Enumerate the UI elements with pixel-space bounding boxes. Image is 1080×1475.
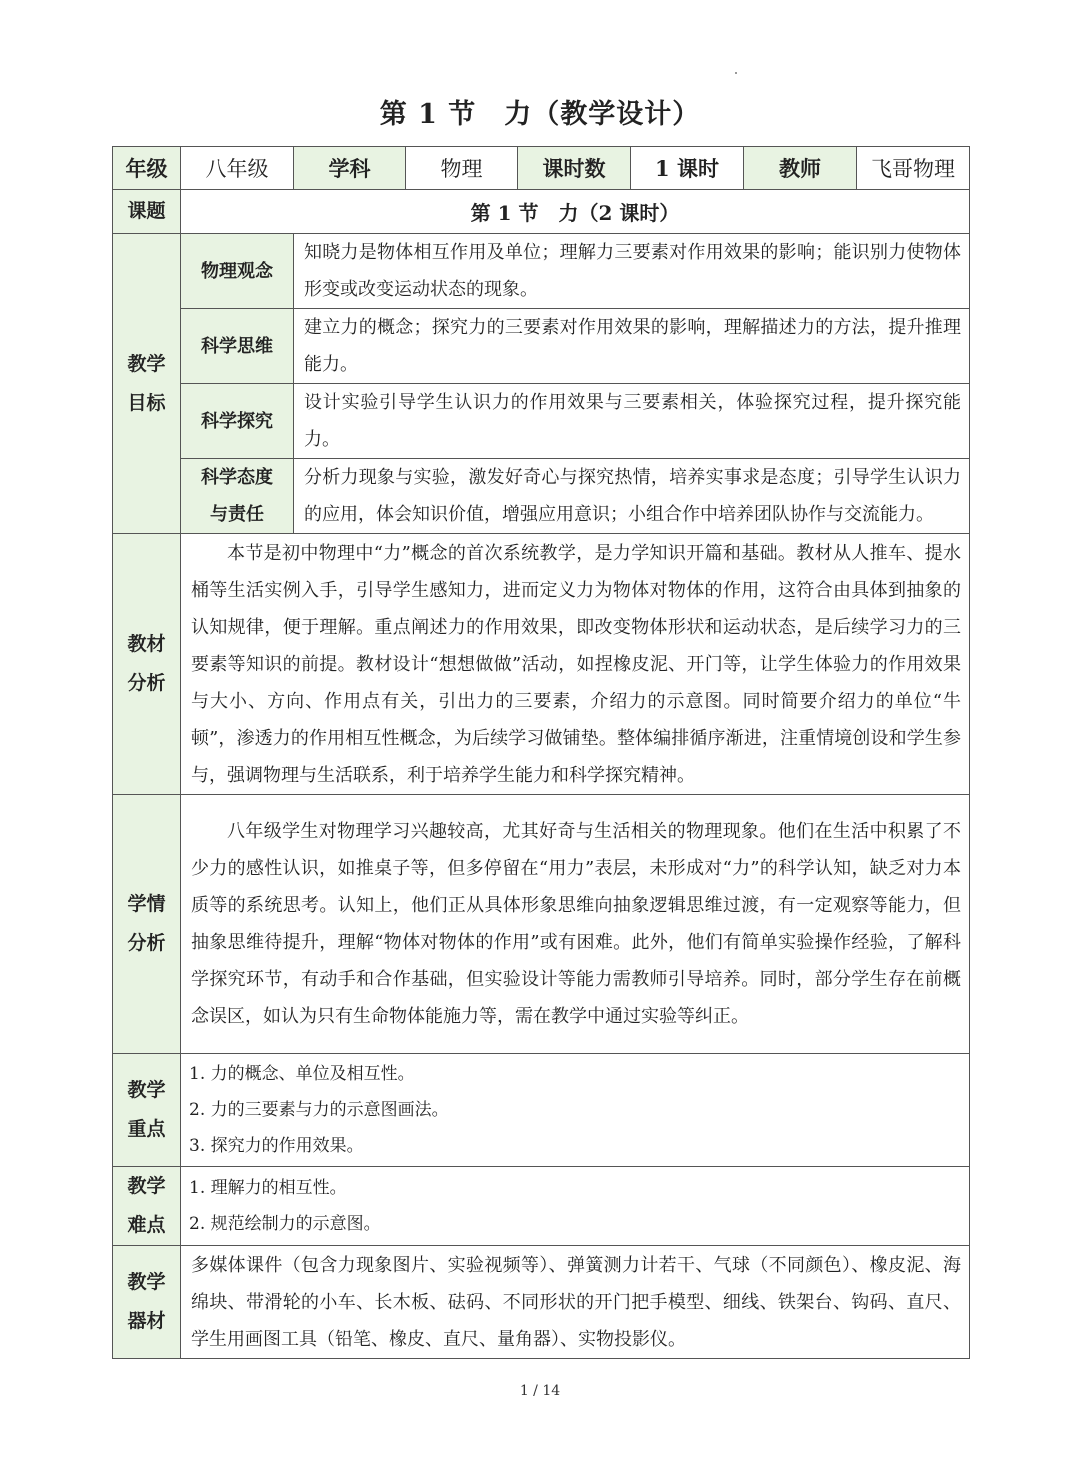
- goal-row: [113, 309, 970, 384]
- key-points-row: [113, 1054, 970, 1167]
- teacher-value: 飞哥物理: [857, 147, 970, 190]
- difficulties-list: [181, 1167, 970, 1246]
- subject-label: 学科: [294, 147, 406, 190]
- teacher-label: 教师: [744, 147, 857, 190]
- goal-row: [113, 459, 970, 534]
- hours-label: 课时数: [518, 147, 631, 190]
- goal-row: [113, 384, 970, 459]
- key-points-label: 教学重点: [113, 1054, 181, 1167]
- topic-row: [113, 190, 970, 234]
- goal-text: 设计实验引导学生认识力的作用效果与三要素相关，体验探究过程，提升探究能力。: [294, 384, 970, 459]
- goal-name: 科学态度与责任: [181, 459, 294, 534]
- equipment-label: 教学器材: [113, 1246, 181, 1359]
- goals-label: 教学目标: [113, 234, 181, 534]
- difficulties-row: [113, 1167, 970, 1246]
- student-analysis-text: 八年级学生对物理学习兴趣较高，尤其好奇与生活相关的物理现象。他们在生活中积累了不少力的感性认识，如推桌子等，但多停留在“用力”表层，未形成对“力”的科学认知，缺乏对力本质等的系统思考。认知上，他们正从具体形象思维向抽象逻辑思维过渡，有一定观察等能力，但抽象思维待提升，理解“物体对物体的作用”或有困难。此外，他们有简单实验操作经验，了解科学探究环节，有动手和合作基础，但实验设计等能力需教师引导培养。同时，部分学生存在前概念误区，如认为只有生命物体能施力等，需在教学中通过实验等纠正。: [181, 795, 970, 1054]
- list-item: 2. 力的三要素与力的示意图画法。: [189, 1100, 449, 1120]
- goal-row: [113, 234, 970, 309]
- key-points-list: [181, 1054, 970, 1167]
- goal-name: 物理观念: [181, 234, 294, 309]
- page-title: 第 1 节 力（教学设计）: [379, 99, 701, 130]
- student-analysis-row: [113, 795, 970, 1054]
- lesson-plan-table: [112, 146, 970, 1359]
- hours-value: 1 课时: [631, 147, 744, 190]
- goal-name: 科学思维: [181, 309, 294, 384]
- list-item: 3. 探究力的作用效果。: [189, 1136, 364, 1156]
- goal-text: 知晓力是物体相互作用及单位；理解力三要素对作用效果的影响；能识别力使物体形变或改变运动状态的现象。: [294, 234, 970, 309]
- goal-text: 分析力现象与实验，激发好奇心与探究热情，培养实事求是态度；引导学生认识力的应用，体会知识价值，增强应用意识；小组合作中培养团队协作与交流能力。: [294, 459, 970, 534]
- material-analysis-row: [113, 534, 970, 795]
- material-analysis-text: 本节是初中物理中“力”概念的首次系统教学，是力学知识开篇和基础。教材从人推车、提水桶等生活实例入手，引导学生感知力，进而定义力为物体对物体的作用，这符合由具体到抽象的认知规律，便于理解。重点阐述力的作用效果，即改变物体形状和运动状态，是后续学习力的三要素等知识的前提。教材设计“想想做做”活动，如捏橡皮泥、开门等，让学生体验力的作用效果与大小、方向、作用点有关，引出力的三要素，介绍力的示意图。同时简要介绍力的单位“牛顿”，渗透力的作用相互性概念，为后续学习做铺垫。整体编排循序渐进，注重情境创设和学生参与，强调物理与生活联系，利于培养学生能力和科学探究精神。: [181, 534, 970, 795]
- goal-text: 建立力的概念；探究力的三要素对作用效果的影响，理解描述力的方法，提升推理能力。: [294, 309, 970, 384]
- page-number: 1 / 14: [519, 1383, 561, 1399]
- material-analysis-label: 教材分析: [113, 534, 181, 795]
- scan-dot: [735, 72, 737, 74]
- grade-label: 年级: [113, 147, 181, 190]
- difficulties-label: 教学难点: [113, 1167, 181, 1246]
- subject-value: 物理: [406, 147, 518, 190]
- list-item: 1. 力的概念、单位及相互性。: [189, 1064, 415, 1084]
- goal-name: 科学探究: [181, 384, 294, 459]
- grade-value: 八年级: [181, 147, 294, 190]
- equipment-row: [113, 1246, 970, 1359]
- list-item: 1. 理解力的相互性。: [189, 1178, 347, 1198]
- equipment-text: 多媒体课件（包含力现象图片、实验视频等）、弹簧测力计若干、气球（不同颜色）、橡皮泥、海绵块、带滑轮的小车、长木板、砝码、不同形状的开门把手模型、细线、铁架台、钩码、直尺、学生用画图工具（铅笔、橡皮、直尺、量角器）、实物投影仪。: [181, 1246, 970, 1359]
- list-item: 2. 规范绘制力的示意图。: [189, 1214, 381, 1234]
- topic-label: 课题: [113, 190, 181, 234]
- header-row: [113, 147, 970, 190]
- topic-value: 第 1 节 力（2 课时）: [181, 190, 970, 234]
- student-analysis-label: 学情分析: [113, 795, 181, 1054]
